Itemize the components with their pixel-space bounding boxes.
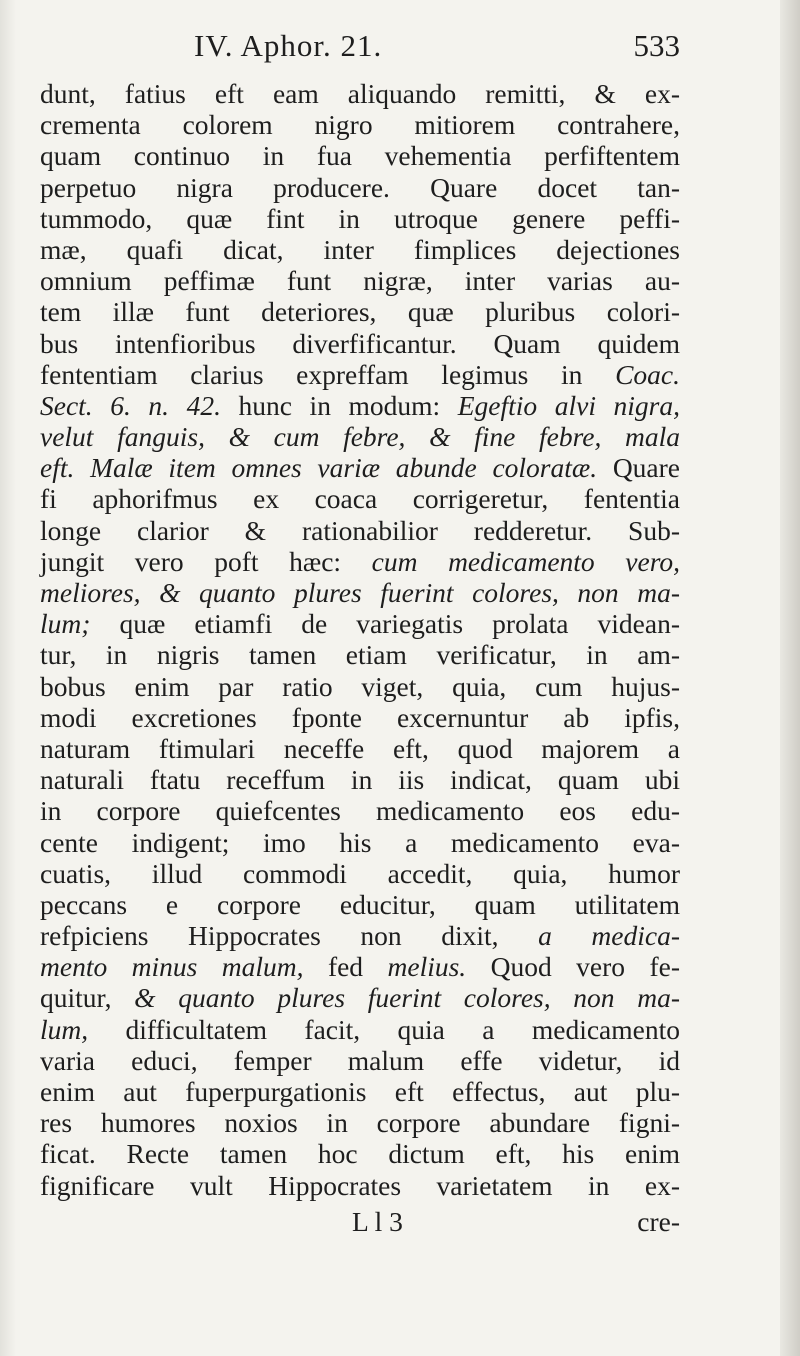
text-segment: crementa colorem nigro mitiorem contrahere, [40,109,680,141]
body-text [40,78,680,1201]
text-segment: ficat. Recte tamen hoc dictum eft, his enim [40,1138,680,1170]
text-segment: modi excretiones fponte excernuntur ab ipfis, [40,701,680,733]
text-segment: refpiciens Hippocrates non dixit, [40,920,539,952]
text-segment: tem illæ funt deteriores, quæ pluribus colori- [40,296,680,328]
italic-text: eft. Malæ item omnes variæ abunde coloratæ. [40,452,598,484]
text-line [40,733,680,764]
text-line [40,172,680,203]
text-segment: enim aut fuperpurgationis eft effectus, aut plu- [40,1076,680,1107]
text-segment: in corpore quiefcentes medicamento eos edu- [40,795,680,827]
text-line [40,483,680,514]
text-line [40,1170,680,1201]
text-line [40,140,680,171]
text-segment: cente indigent; imo his a medicamento eva- [40,826,680,858]
text-line [40,78,680,109]
text-line [40,858,680,889]
text-line [40,795,680,826]
text-line [40,671,680,702]
text-line [40,109,680,140]
text-segment: perpetuo nigra producere. Quare docet tan- [40,171,680,203]
text-line [40,1045,680,1076]
text-segment: peccans e corpore educitur, quam utilitatem [40,888,680,920]
text-line [40,889,680,920]
signature-mark: L l 3 [352,1206,403,1237]
running-head: IV. Aphor. 21. [194,28,383,63]
italic-text: lum, [40,1013,89,1045]
italic-text: meliores, & quanto plures fuerint colores, non ma- [40,577,680,608]
text-segment: tummodo, quæ fint in utroque genere peffi- [40,202,680,234]
text-line [40,296,680,327]
text-line [40,546,680,577]
italic-text: Sect. 6. n. 42. [40,389,221,421]
italic-text: cum medicamento vero, [371,545,680,577]
text-segment: quam continuo in fua vehementia perfiftentem [40,140,680,172]
text-line [40,203,680,234]
text-line [40,359,680,390]
text-segment: fi aphorifmus ex coaca corrigeretur, fententia [40,483,680,515]
italic-text: mento minus malum, [40,951,304,983]
text-line [40,764,680,795]
text-line [40,452,680,483]
text-line [40,827,680,858]
text-line [40,982,680,1013]
text-segment: difficultatem facit, quia a medicamento [88,1013,680,1045]
text-line [40,639,680,670]
italic-text: melius. [387,951,467,983]
text-segment: varia educi, femper malum effe videtur, id [40,1044,680,1076]
text-segment: fed [303,951,388,983]
text-line [40,421,680,452]
page-number: 533 [633,28,680,63]
text-line [40,1014,680,1045]
text-line [40,234,680,265]
text-line [40,702,680,733]
text-line [40,265,680,296]
text-segment: naturali ftatu receffum in iis indicat, quam ubi [40,764,680,796]
text-line [40,608,680,639]
text-segment: jungit vero poft hæc: [40,545,372,577]
text-line [40,1107,680,1138]
italic-text: lum; [40,608,91,640]
page-header [40,26,680,72]
text-line [40,328,680,359]
text-segment: tur, in nigris tamen etiam verificatur, in am- [40,639,680,671]
text-line [40,515,680,546]
text-segment: bobus enim par ratio viget, quia, cum hujus- [40,670,680,702]
text-line [40,920,680,951]
italic-text: Coac. [615,358,680,390]
text-segment: naturam ftimulari neceffe eft, quod majorem a [40,732,680,764]
text-segment: dunt, fatius eft eam aliquando remitti, & ex- [40,78,680,109]
italic-text: & quanto plures fuerint colores, non ma- [134,982,681,1014]
page-gutter-shadow [0,0,16,1356]
page-edge-shadow [780,0,800,1356]
text-segment: Quod vero fe- [466,951,680,983]
text-line [40,1138,680,1169]
italic-text: velut fanguis, & cum febre, & fine febre, mala [40,421,680,453]
text-line [40,577,680,608]
catchword: cre- [637,1206,680,1237]
text-segment: Quare [597,452,680,484]
text-segment: bus intenfioribus diverfificantur. Quam quidem [40,327,680,359]
text-segment: omnium peffimæ funt nigræ, inter varias au- [40,265,680,297]
text-segment: cuatis, illud commodi accedit, quia, humor [40,857,680,889]
text-line [40,390,680,421]
text-line [40,1076,680,1107]
text-segment: quæ etiamfi de variegatis prolata videan- [90,608,680,640]
text-segment: fententiam clarius expreffam legimus in [40,358,616,390]
text-segment: mæ, quafi dicat, inter fimplices dejectiones [40,233,680,265]
text-segment: longe clarior & rationabilior redderetur. Sub- [40,514,680,546]
text-segment: fignificare vult Hippocrates varietatem in ex- [40,1169,680,1201]
text-line [40,951,680,982]
text-segment: res humores noxios in corpore abundare figni- [40,1107,680,1139]
text-segment: quitur, [40,982,135,1014]
italic-text: a medica- [538,920,680,952]
italic-text: Egeftio alvi nigra, [457,389,680,421]
text-segment: hunc in modum: [220,389,458,421]
page-footer [40,1204,680,1244]
